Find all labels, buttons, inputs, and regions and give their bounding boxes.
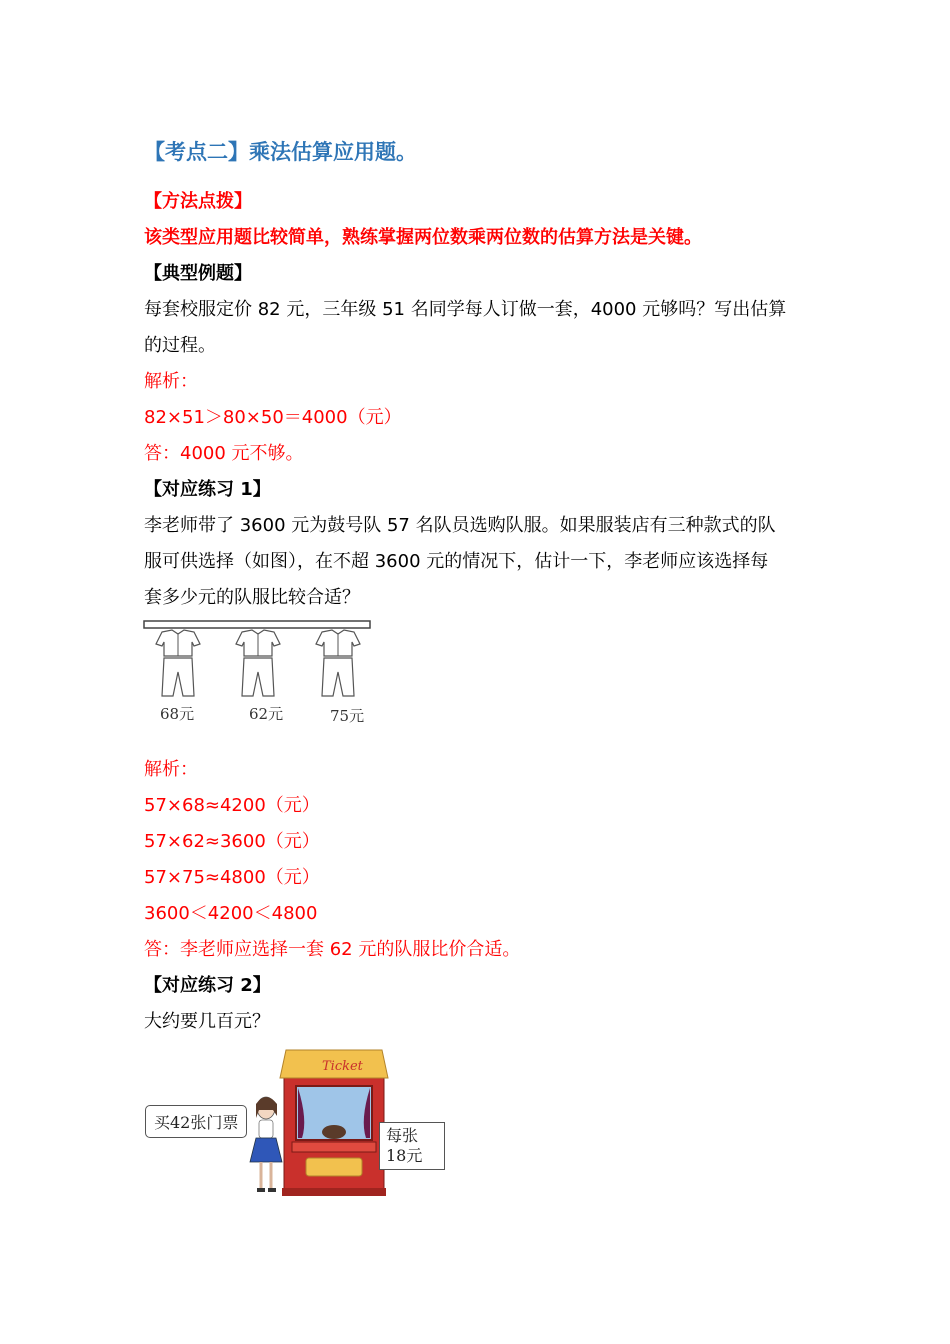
example-question-line2: 的过程。 — [144, 335, 216, 356]
uniform-price-1: 68元 — [160, 705, 195, 723]
practice1-calc-2: 57×62≈3600（元） — [144, 831, 320, 852]
practice1-calc-1: 57×68≈4200（元） — [144, 795, 320, 816]
price-sign-line1: 每张 — [386, 1126, 419, 1145]
uniform-icon — [156, 630, 200, 696]
example-question-line1: 每套校服定价 82 元，三年级 51 名同学每人订做一套，4000 元够吗？写出估算 — [144, 299, 787, 320]
example-label: 【典型例题】 — [144, 263, 252, 284]
example-analysis-label: 解析： — [144, 371, 198, 392]
practice1-analysis-label: 解析： — [144, 759, 198, 780]
page-heading: 【考点二】乘法估算应用题。 — [144, 140, 417, 164]
girl-figure — [250, 1097, 282, 1192]
practice1-question-line2: 服可供选择（如图），在不超 3600 元的情况下，估计一下，李老师应该选择每 — [144, 551, 769, 572]
practice1-label: 【对应练习 1】 — [144, 479, 271, 500]
practice1-comparison: 3600＜4200＜4800 — [144, 903, 318, 924]
uniform-icon — [236, 630, 280, 696]
practice1-question-line3: 套多少元的队服比较合适？ — [144, 587, 360, 608]
price-sign-line2: 18元 — [386, 1146, 423, 1165]
booth-sign-text: Ticket — [322, 1059, 363, 1074]
clothes-rail — [144, 621, 370, 628]
practice1-answer: 答：李老师应选择一套 62 元的队服比价合适。 — [144, 939, 521, 960]
example-calculation: 82×51＞80×50＝4000（元） — [144, 407, 402, 428]
example-answer: 答：4000 元不够。 — [144, 443, 304, 464]
method-label: 【方法点拨】 — [144, 191, 252, 212]
method-text: 该类型应用题比较简单，熟练掌握两位数乘两位数的估算方法是关键。 — [144, 227, 702, 248]
practice1-calc-3: 57×75≈4800（元） — [144, 867, 320, 888]
speech-bubble-text: 买42张门票 — [154, 1113, 239, 1132]
practice1-question-line1: 李老师带了 3600 元为鼓号队 57 名队员选购队服。如果服装店有三种款式的队 — [144, 515, 776, 536]
uniform-price-2: 62元 — [249, 705, 284, 723]
ticket-booth-scene — [246, 1040, 396, 1208]
uniform-price-3: 75元 — [330, 707, 365, 725]
practice2-question: 大约要几百元？ — [144, 1011, 270, 1032]
practice2-label: 【对应练习 2】 — [144, 975, 271, 996]
uniform-icon — [316, 630, 360, 696]
price-sign — [379, 1122, 445, 1170]
uniform-rack-illustration — [142, 618, 374, 698]
speech-bubble — [145, 1105, 247, 1138]
